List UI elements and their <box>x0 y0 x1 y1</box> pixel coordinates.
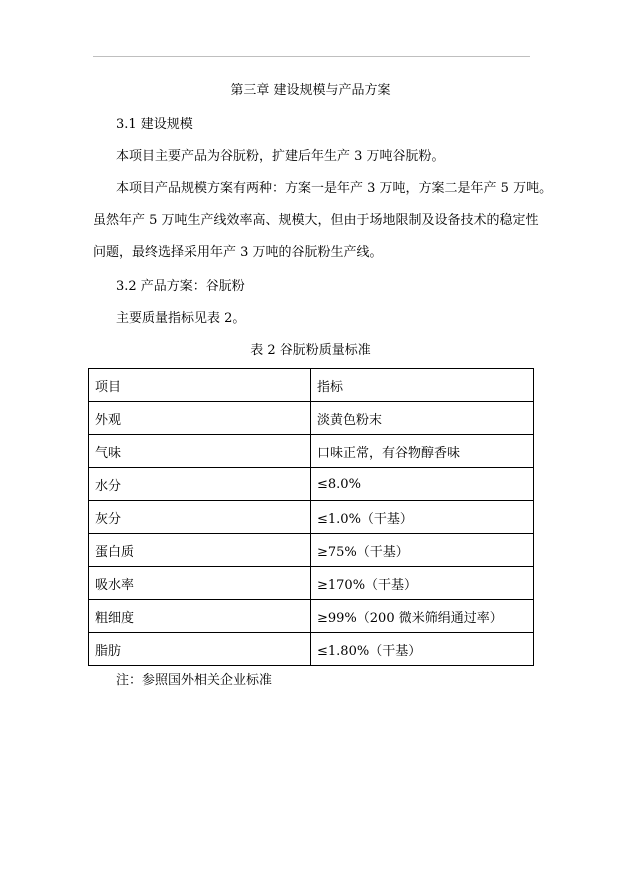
table-row <box>89 534 534 567</box>
table-caption: 表 2 谷朊粉质量标准 <box>250 343 371 358</box>
cell-item: 水分 <box>89 468 311 501</box>
table-note: 注：参照国外相关企业标准 <box>116 673 273 688</box>
table-row <box>89 567 534 600</box>
cell-item: 外观 <box>89 402 311 435</box>
cell-spec: 口味正常，有谷物醇香味 <box>311 435 534 468</box>
table-header-row <box>89 369 534 402</box>
cell-spec: ≤1.0%（干基） <box>311 501 534 534</box>
paragraph-scale-line1: 本项目产品规模方案有两种：方案一是年产 3 万吨，方案二是年产 5 万吨。 <box>116 181 553 196</box>
section-heading-3-2: 3.2 产品方案：谷朊粉 <box>116 279 245 294</box>
paragraph-scale-line3: 问题，最终选择采用年产 3 万吨的谷朊粉生产线。 <box>93 245 383 260</box>
paragraph-scale-line2: 虽然年产 5 万吨生产线效率高、规模大，但由于场地限制及设备技术的稳定性 <box>93 213 539 228</box>
cell-item: 粗细度 <box>89 600 311 633</box>
quality-standard-table <box>88 368 534 666</box>
chapter-title: 第三章 建设规模与产品方案 <box>230 83 391 98</box>
cell-spec: ≥75%（干基） <box>311 534 534 567</box>
header-cell-spec: 指标 <box>311 369 534 402</box>
table-row <box>89 402 534 435</box>
cell-spec: 淡黄色粉末 <box>311 402 534 435</box>
cell-item: 蛋白质 <box>89 534 311 567</box>
paragraph-table-ref: 主要质量指标见表 2。 <box>116 311 246 326</box>
cell-spec: ≤8.0% <box>311 468 534 501</box>
cell-item: 吸水率 <box>89 567 311 600</box>
header-cell-item: 项目 <box>89 369 311 402</box>
table-row <box>89 600 534 633</box>
cell-spec: ≥170%（干基） <box>311 567 534 600</box>
cell-spec: ≥99%（200 微米筛绢通过率） <box>311 600 534 633</box>
header-rule <box>93 56 530 57</box>
table-row <box>89 633 534 666</box>
cell-item: 灰分 <box>89 501 311 534</box>
cell-item: 脂肪 <box>89 633 311 666</box>
table-row <box>89 435 534 468</box>
cell-item: 气味 <box>89 435 311 468</box>
table-row <box>89 501 534 534</box>
paragraph-product: 本项目主要产品为谷朊粉，扩建后年生产 3 万吨谷朊粉。 <box>116 149 445 164</box>
section-heading-3-1: 3.1 建设规模 <box>116 117 193 132</box>
table-row <box>89 468 534 501</box>
cell-spec: ≤1.80%（干基） <box>311 633 534 666</box>
